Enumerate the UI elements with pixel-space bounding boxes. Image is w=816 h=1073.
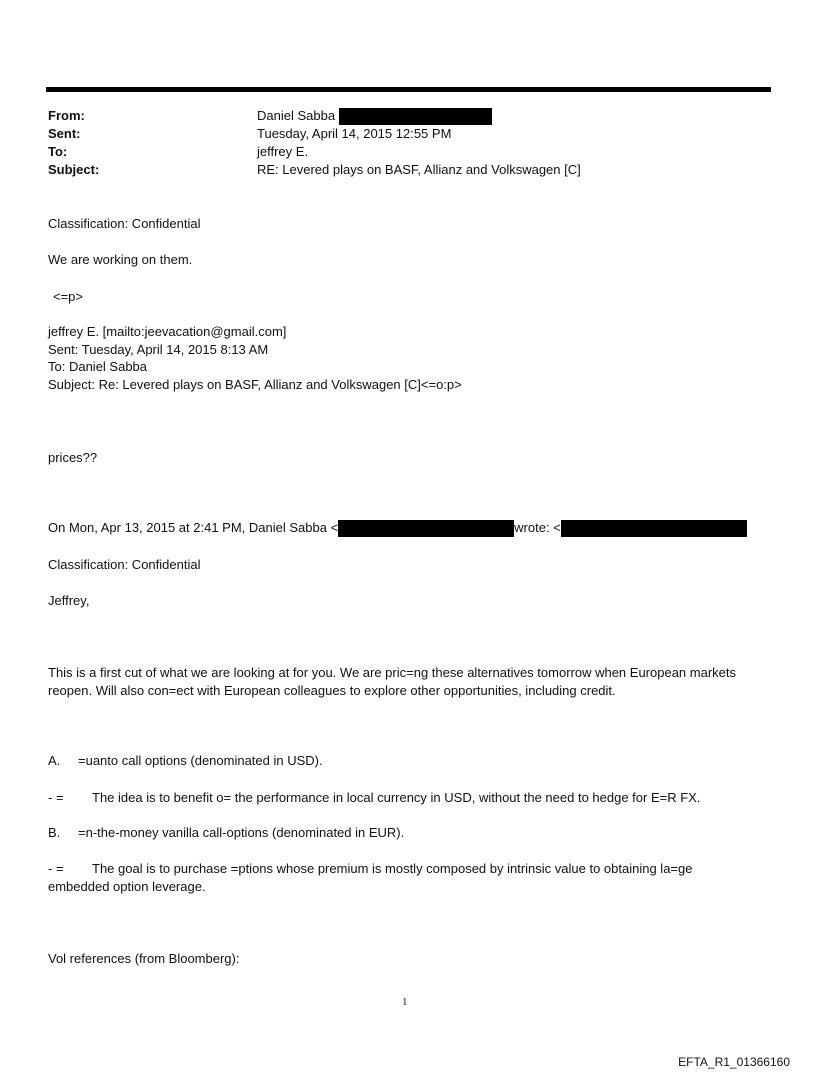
on-mon-line (48, 519, 747, 537)
from-label: From: (48, 108, 85, 123)
intro-paragraph: This is a first cut of what we are looking at for you. We are pric=ng these alternatives tomorrow when European markets reopen. Will also con=ect with European colleagues to explore other opportunities, including credit. (48, 665, 736, 698)
subject-value: RE: Levered plays on BASF, Allianz and Volkswagen [C] (257, 162, 581, 177)
item-b (48, 824, 404, 842)
item-a (48, 752, 323, 770)
on-mon-wrote: wrote: < (514, 520, 561, 535)
bullet-b-text: The goal is to purchase =ptions whose premium is mostly composed by intrinsic value to obtaining la=ge embedded option leverage. (48, 861, 693, 894)
subject-label: Subject: (48, 162, 100, 177)
greeting: Jeffrey, (48, 593, 90, 608)
on-mon-prefix: On Mon, Apr 13, 2015 at 2:41 PM, Daniel Sabba < (48, 520, 339, 535)
page-number: 1 (402, 996, 408, 1008)
to-label: To: (48, 144, 68, 159)
p-tag-line: <=p> (53, 289, 84, 304)
quoted-subject: Subject: Re: Levered plays on BASF, Allianz and Volkswagen [C]<=o:p> (48, 377, 462, 392)
from-value (257, 107, 335, 125)
bullet-a-text: The idea is to benefit o= the performance in local currency in USD, without the need to hedge for E=R FX. (92, 790, 701, 805)
bullet-a (48, 789, 700, 807)
quoted-to: To: Daniel Sabba (48, 359, 148, 374)
bullet-b (48, 860, 738, 896)
redaction-box (338, 520, 514, 537)
classification-line-2: Classification: Confidential (48, 557, 201, 572)
item-a-text: =uanto call options (denominated in USD). (78, 753, 323, 768)
working-line: We are working on them. (48, 252, 193, 267)
prices-line: prices?? (48, 450, 98, 465)
item-a-label: A. (48, 753, 61, 768)
header-rule (46, 87, 771, 92)
quoted-from: jeffrey E. [mailto:jeevacation@gmail.com] (48, 324, 287, 339)
bullet-b-label: - = (48, 861, 64, 876)
from-name: Daniel Sabba (257, 108, 336, 123)
bates-number: EFTA_R1_01366160 (678, 1055, 790, 1069)
classification-line: Classification: Confidential (48, 216, 201, 231)
bullet-a-label: - = (48, 790, 64, 805)
redaction-box (339, 108, 492, 125)
redaction-box (561, 520, 747, 537)
item-b-label: B. (48, 825, 61, 840)
sent-label: Sent: (48, 126, 81, 141)
vol-references: Vol references (from Bloomberg): (48, 951, 240, 966)
to-value: jeffrey E. (257, 144, 309, 159)
item-b-text: =n-the-money vanilla call-options (denominated in EUR). (78, 825, 405, 840)
quoted-sent: Sent: Tuesday, April 14, 2015 8:13 AM (48, 342, 269, 357)
sent-value: Tuesday, April 14, 2015 12:55 PM (257, 126, 452, 141)
